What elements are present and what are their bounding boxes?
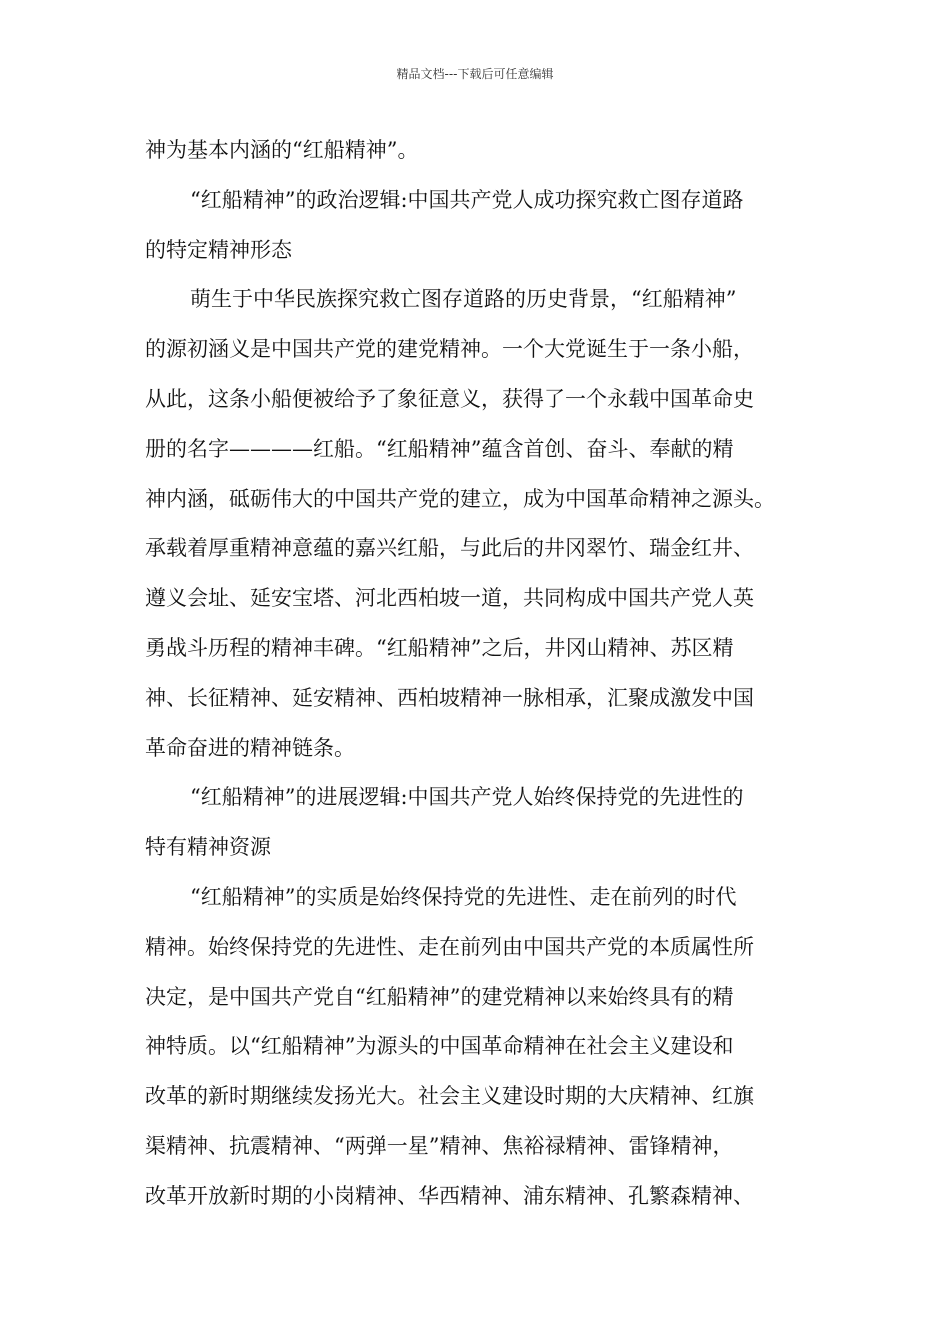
text-line: 神为基本内涵的“红船精神”。: [145, 138, 419, 162]
text-line: 承载着厚重精神意蕴的嘉兴红船，与此后的井冈翠竹、瑞金红井、: [145, 536, 754, 561]
text-line: 遵义会址、延安宝塔、河北西柏坡一道，共同构成中国共产党人英: [145, 586, 754, 611]
body-text: [145, 126, 825, 1222]
text-line: 特有精神资源: [145, 835, 271, 860]
text-line: 改革的新时期继续发扬光大。社会主义建设时期的大庆精神、红旗: [145, 1084, 754, 1109]
page-header: 精品文档---下载后可任意编辑: [396, 67, 554, 81]
text-line: 的源初涵义是中国共产党的建党精神。一个大党诞生于一条小船，: [145, 337, 754, 362]
text-line: “红船精神”的政治逻辑:中国共产党人成功探究救亡图存道路: [190, 187, 744, 212]
text-line: “红船精神”的进展逻辑:中国共产党人始终保持党的先进性的: [190, 785, 744, 810]
text-line: 从此，这条小船便被给予了象征意义，获得了一个永载中国革命史: [145, 386, 754, 411]
text-line: 勇战斗历程的精神丰碑。“红船精神”之后，井冈山精神、苏区精: [145, 635, 734, 660]
text-line: 的特定精神形态: [145, 237, 292, 262]
text-line: 革命奋进的精神链条。: [145, 735, 355, 760]
text-line: 册的名字————红船。“红船精神”蕴含首创、奋斗、奉献的精: [145, 436, 734, 461]
text-line: 渠精神、抗震精神、“两弹一星”精神、焦裕禄精神、雷锋精神，: [145, 1133, 734, 1158]
text-line: 精神。始终保持党的先进性、走在前列由中国共产党的本质属性所: [145, 934, 754, 959]
text-line: 萌生于中华民族探究救亡图存道路的历史背景，“红船精神”: [190, 287, 737, 312]
text-line: 决定，是中国共产党自“红船精神”的建党精神以来始终具有的精: [145, 984, 734, 1009]
text-line: 神、长征精神、延安精神、西柏坡精神一脉相承，汇聚成激发中国: [145, 685, 754, 710]
text-line: “红船精神”的实质是始终保持党的先进性、走在前列的时代: [190, 884, 737, 909]
text-line: 神内涵，砥砺伟大的中国共产党的建立，成为中国革命精神之源头。: [145, 486, 775, 511]
text-line: 神特质。以“红船精神”为源头的中国革命精神在社会主义建设和: [145, 1034, 734, 1059]
text-line: 改革开放新时期的小岗精神、华西精神、浦东精神、孔繁森精神、: [145, 1183, 754, 1208]
